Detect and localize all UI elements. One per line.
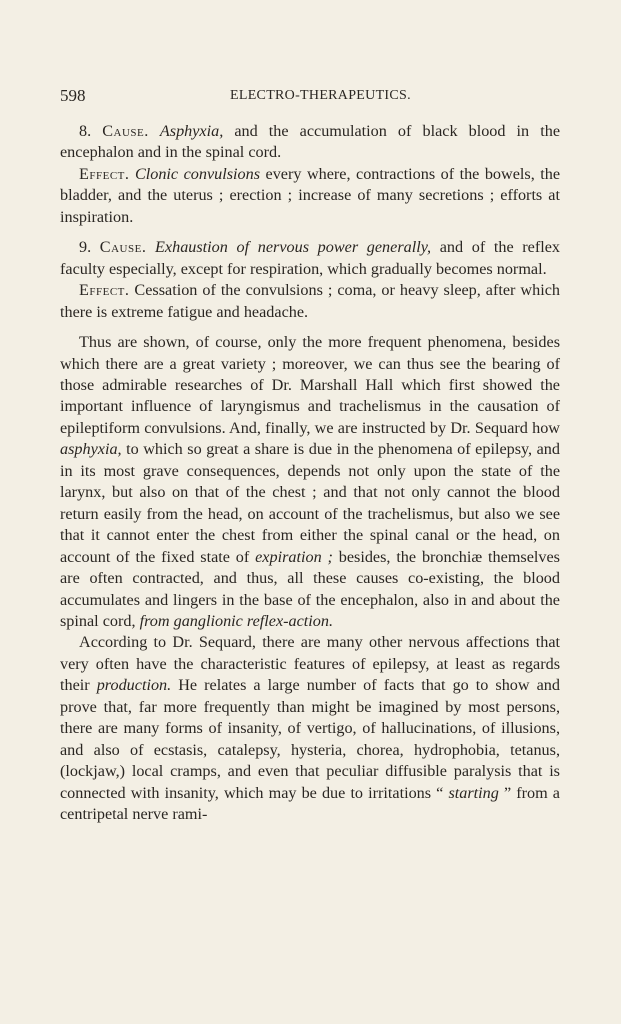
- paragraph-text: ” from a centripetal nerve rami-: [60, 783, 560, 824]
- space: [146, 238, 155, 256]
- paragraph-effect-9: [60, 280, 560, 323]
- italic-term: Asphyxia,: [159, 122, 224, 140]
- italic-term: asphyxia,: [60, 440, 122, 459]
- paragraph-text: to which so great a share is due in the phenomena of epilepsy, and in its most grave consequences, depends not only upon the state of the larynx, but also on that of the chest ; and that not only cannot the blood return easily from the head, on account of the trachelismus, but also we see that it cannot enter the chest from either the spinal canal or the head, on account of the fixed state of: [60, 440, 560, 566]
- paragraph-text: He relates a large number of facts that go to show and prove that, far more frequently than might be imagined by most persons, there are many forms of insanity, of vertigo, of hallucinations, of illusions, and also of ecstasis, catalepsy, hysteria, chorea, hydrophobia, tetanus, (lockjaw,) local cramps, and even that peculiar diffusible paralysis that is connected with insanity, which may be due to irritations “: [60, 676, 560, 802]
- space: [149, 122, 160, 140]
- cause-label: Cause.: [99, 238, 147, 257]
- paragraph-sequard: [60, 632, 560, 825]
- paragraph-text: According to Dr. Sequard, there are many other nervous affections that very often have the characteristic features of epilepsy, at least as regards their: [60, 633, 560, 695]
- paragraph-cause-8: [60, 121, 560, 164]
- italic-term: Exhaustion of nervous power generally,: [155, 238, 432, 257]
- running-head: ELECTRO-THERAPEUTICS.: [230, 88, 411, 103]
- italic-term: starting: [448, 783, 499, 802]
- paragraph-main: [60, 332, 560, 632]
- page-body: [60, 121, 560, 826]
- paragraph-effect-8: [60, 164, 560, 228]
- paragraph-cause-9: [60, 237, 560, 280]
- effect-label: Effect.: [79, 164, 130, 183]
- page-number: 598: [60, 86, 86, 105]
- paragraph-text: every where, contractions of the bowels, the bladder, and the uterus ; erection ; increase of many secretions ; efforts at inspiration.: [60, 164, 561, 226]
- page-header: [60, 86, 560, 110]
- italic-term: expiration ;: [255, 547, 333, 566]
- italic-term: production.: [96, 676, 172, 695]
- italic-term: from ganglionic reflex-action.: [139, 611, 334, 630]
- italic-term: Clonic convulsions: [134, 164, 261, 183]
- paragraph-text: besides, the bronchiæ themselves are often contracted, and thus, all these causes co-existing, the blood accumulates and lingers in the base of the encephalon, also in and about the spinal cord,: [60, 547, 560, 630]
- item-number: 9.: [79, 238, 100, 257]
- paragraph-text: Cessation of the convulsions ; coma, or heavy sleep, after which there is extreme fatigue and headache.: [60, 281, 560, 321]
- paragraph-text: and the accumulation of black blood in the encephalon and in the spinal cord.: [60, 122, 561, 162]
- paragraph-text: and of the reflex faculty especially, except for respiration, which gradually becomes normal.: [60, 238, 561, 278]
- paragraph-text: Thus are shown, of course, only the more frequent phenomena, besides which there are a great variety ; moreover, we can thus see the bearing of those admirable researches of Dr. Marshall Hall which first showed the important influence of laryngismus and trachelismus in the causation of epileptiform convulsions. And, finally, we are instructed by Dr. Sequard how: [60, 333, 560, 437]
- item-number: 8.: [79, 122, 103, 140]
- effect-label: Effect.: [79, 281, 130, 300]
- cause-label: Cause.: [102, 122, 149, 140]
